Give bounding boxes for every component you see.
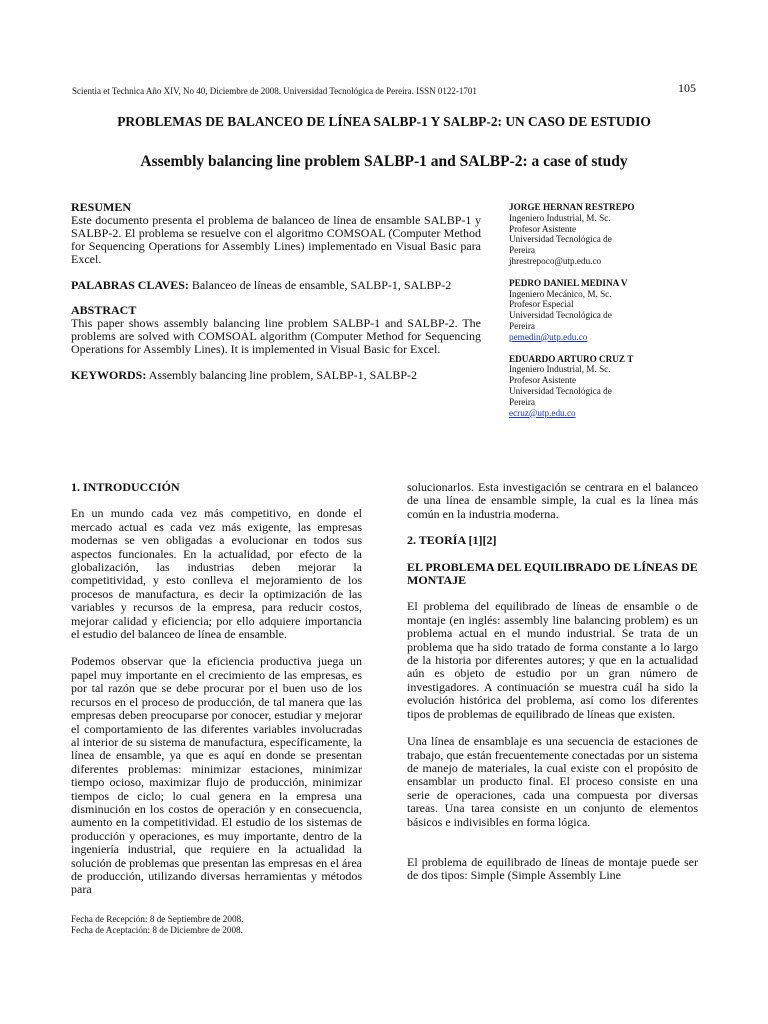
author-email-link[interactable]: pemedin@utp.edu.co <box>509 331 588 342</box>
author-degree: Ingeniero Mecánico, M. Sc. <box>509 288 612 299</box>
author-city: Pereira <box>509 320 536 331</box>
footnotes <box>71 914 371 936</box>
author-degree: Ingeniero Industrial, M. Sc. <box>509 364 611 375</box>
teoria-paragraph-3: El problema de equilibrado de líneas de montaje puede ser de dos tipos: Simple (Simple Assembly Line <box>407 854 698 883</box>
author-1 <box>509 202 699 267</box>
palabras-claves-text: Balanceo de líneas de ensamble, SALBP-1, SALBP-2 <box>191 277 452 292</box>
author-university: Universidad Tecnológica de <box>509 234 612 245</box>
section-heading-introduccion: 1. INTRODUCCIÓN <box>71 480 180 494</box>
author-3 <box>509 354 699 419</box>
abstract-block <box>71 201 481 382</box>
author-2 <box>509 278 699 343</box>
author-university: Universidad Tecnológica de <box>509 310 612 321</box>
body-column-right <box>407 481 698 883</box>
keywords-label: KEYWORDS: <box>71 368 147 383</box>
title-english: Assembly balancing line problem SALBP-1 and SALBP-2: a case of study <box>140 153 628 170</box>
teoria-paragraph-2: Una línea de ensamblaje es una secuencia de estaciones de trabajo, que están frecuentemente conectadas por un sistema de manejo de materiales, la cual existe con el propósito de ensamblar un producto final. El proceso consiste en una serie de operaciones, cada una compuesta por diversas tareas. Una tarea consiste en un conjunto de elementos básicos e indivisibles en forma lógica. <box>407 734 698 829</box>
resumen-text: Este documento presenta el problema de balanceo de línea de ensamble SALBP-1 y SALBP-2. El problema se resuelve con el algoritmo COMSOAL (Computer Method for Sequencing Operations for Assembly Lines) implementado en Visual Basic para Excel. <box>71 212 481 266</box>
journal-line: Scientia et Technica Año XIV, No 40, Diciembre de 2008. Universidad Tecnológica de Pereira. ISSN 0122-1701 <box>72 86 477 96</box>
author-position: Profesor Especial <box>509 299 574 310</box>
keywords <box>71 369 481 382</box>
author-name: JORGE HERNAN RESTREPO <box>509 202 635 212</box>
author-name: PEDRO DANIEL MEDINA V <box>509 277 628 288</box>
running-header <box>72 81 696 97</box>
author-city: Pereira <box>509 396 536 407</box>
author-name: EDUARDO ARTURO CRUZ T <box>509 353 634 364</box>
accepted-date: Fecha de Aceptación: 8 de Diciembre de 2008. <box>71 925 243 935</box>
author-email-link[interactable]: ecruz@utp.edu.co <box>509 407 576 418</box>
intro-paragraph-2: Podemos observar que la eficiencia productiva juega un papel muy importante en el crecimiento de las empresas, es por tal razón que se debe procurar por el buen uso de los recursos en el proceso de producción, de tal manera que las empresas deben preocuparse por conocer, estudiar y mejorar el comportamiento de las diferentes variables involucradas al interior de su sistema de manufactura, específicamente, la línea de ensamble, ya que es aquí en donde se presentan diferentes problemas: minimizar estaciones, minimizar tiempo ocioso, maximizar flujo de producción, minimizar tiempos de ciclo; lo cual genera en la empresa una disminución en los costos de operación y en consecuencia, aumento en la competitividad. El estudio de los sistemas de producción y operaciones, es muy importante, dentro de la ingeniería industrial, que requiere en la actualidad la solución de problemas que presentan las empresas en el área de producción, utilizando diversas herramientas y métodos para <box>71 654 362 897</box>
author-university: Universidad Tecnológica de <box>509 385 612 396</box>
teoria-paragraph-1: El problema del equilibrado de líneas de ensamble o de montaje (en inglés: assembly line balancing problem) es un problema actual en el mundo industrial. Se trata de un problema que ha sido tratado de forma constante a lo largo de la historia por diferentes autores; y que en la actualidad aún es objeto de estudio por un gran número de investigadores. A continuación se muestra cuál ha sido la evolución histórica del problema, así como los diferentes tipos de problemas de equilibrado de líneas que existen. <box>407 599 698 721</box>
intro-continuation: solucionarlos. Esta investigación se centrara en el balanceo de una línea de ensamble simple, la cual es la línea más común en la industria moderna. <box>407 480 698 521</box>
body-column-left <box>71 481 362 897</box>
authors-block <box>509 202 699 429</box>
author-email: jhrestrepoco@utp.edu.co <box>509 255 602 266</box>
abstract-text: This paper shows assembly balancing line problem SALBP-1 and SALBP-2. The problems are solved with COMSOAL algorithm (Computer Method for Sequencing Operations for Assembly Lines). It is implemented in Visual Basic for Excel. <box>71 316 481 357</box>
resumen-heading: RESUMEN <box>71 200 132 214</box>
palabras-claves-label: PALABRAS CLAVES: <box>71 277 189 292</box>
author-position: Profesor Asistente <box>509 223 577 234</box>
abstract-heading: ABSTRACT <box>71 303 137 318</box>
received-date: Fecha de Recepción: 8 de Septiembre de 2008. <box>71 914 244 924</box>
section-heading-teoria: 2. TEORÍA [1][2] <box>407 533 497 548</box>
title-spanish: PROBLEMAS DE BALANCEO DE LÍNEA SALBP-1 Y SALBP-2: UN CASO DE ESTUDIO <box>117 114 651 129</box>
page-number: 105 <box>678 81 696 95</box>
keywords-text: Assembly balancing line problem, SALBP-1, SALBP-2 <box>148 368 418 383</box>
author-city: Pereira <box>509 245 536 256</box>
intro-paragraph-1: En un mundo cada vez más competitivo, en donde el mercado actual es cada vez más exigente, las empresas modernas se ven obligadas a evolucionar en todos sus aspectos funcionales. En la actualidad, por efecto de la globalización, las industrias deben mejorar la competitividad, y esto conlleva el mejoramiento de los procesos de manufactura, es decir la optimización de las variables y recursos de la empresa, para reducir costos, mejorar calidad y eficiencia; por ello adquiere importancia el estudio del balanceo de línea de ensamble. <box>71 506 362 642</box>
author-degree: Ingeniero Industrial, M. Sc. <box>509 212 611 223</box>
subsection-heading: EL PROBLEMA DEL EQUILIBRADO DE LÍNEAS DE MONTAJE <box>407 559 698 588</box>
author-position: Profesor Asistente <box>509 375 577 386</box>
palabras-claves <box>71 279 481 292</box>
